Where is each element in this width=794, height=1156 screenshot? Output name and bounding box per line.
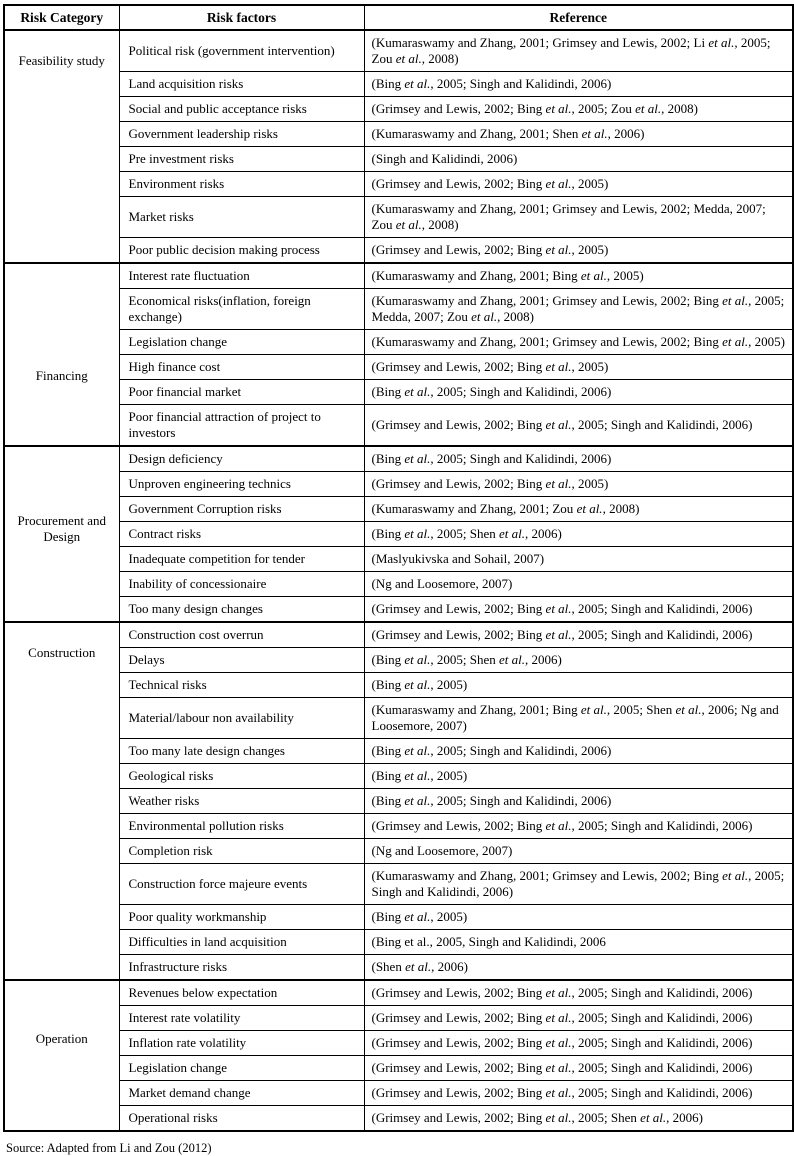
table-row [4,1106,793,1132]
table-row [4,622,793,648]
risk-factor-cell: Legislation change [119,330,364,355]
risk-factor-cell: Revenues below expectation [119,980,364,1006]
risk-category-cell: Financing [4,263,119,446]
table-row [4,147,793,172]
et-al-italic: et al. [675,702,702,717]
table-row [4,263,793,289]
et-al-italic: et al. [404,652,431,667]
et-al-italic: et al. [404,793,431,808]
reference-cell: (Bing et al., 2005) [364,905,793,930]
column-header-risk-factors: Risk factors [119,5,364,30]
risk-factor-cell: Land acquisition risks [119,72,364,97]
risk-factor-cell: Environment risks [119,172,364,197]
et-al-italic: et al. [404,743,431,758]
reference-cell: (Kumaraswamy and Zhang, 2001; Grimsey and Lewis, 2002; Medda, 2007; Zou et al., 2008) [364,197,793,238]
risk-factors-table [3,4,794,1132]
reference-cell: (Bing et al., 2005; Singh and Kalidindi, 2006) [364,72,793,97]
table-header [4,5,793,30]
table-row [4,764,793,789]
et-al-italic: et al. [545,1110,572,1125]
reference-cell: (Grimsey and Lewis, 2002; Bing et al., 2005; Singh and Kalidindi, 2006) [364,1031,793,1056]
risk-category-cell: Operation [4,980,119,1131]
et-al-italic: et al. [545,476,572,491]
et-al-italic: et al. [545,417,572,432]
reference-cell: (Bing et al., 2005; Singh and Kalidindi, 2006) [364,380,793,405]
reference-cell: (Bing et al., 2005; Singh and Kalidindi, 2006) [364,739,793,764]
risk-factor-cell: Too many design changes [119,597,364,623]
risk-factor-cell: Inflation rate volatility [119,1031,364,1056]
et-al-italic: et al. [545,101,572,116]
risk-factor-cell: Operational risks [119,1106,364,1132]
reference-cell: (Kumaraswamy and Zhang, 2001; Grimsey and Lewis, 2002; Bing et al., 2005) [364,330,793,355]
table-body [4,30,793,1131]
reference-cell: (Kumaraswamy and Zhang, 2001; Zou et al., 2008) [364,497,793,522]
et-al-italic: et al. [545,242,572,257]
table-row [4,472,793,497]
et-al-italic: et al. [404,451,431,466]
et-al-italic: et al. [580,268,607,283]
table-row [4,405,793,447]
risk-factor-cell: Weather risks [119,789,364,814]
reference-cell: (Kumaraswamy and Zhang, 2001; Bing et al., 2005) [364,263,793,289]
table-row [4,1031,793,1056]
table-row [4,330,793,355]
et-al-italic: et al. [545,1010,572,1025]
risk-factor-cell: Too many late design changes [119,739,364,764]
source-note: Source: Adapted from Li and Zou (2012) [6,1141,212,1155]
reference-cell: (Grimsey and Lewis, 2002; Bing et al., 2005; Singh and Kalidindi, 2006) [364,980,793,1006]
table-row [4,648,793,673]
risk-factor-cell: Construction force majeure events [119,864,364,905]
reference-cell: (Grimsey and Lewis, 2002; Bing et al., 2005) [364,172,793,197]
risk-factor-cell: Poor financial market [119,380,364,405]
et-al-italic: et al. [640,1110,667,1125]
reference-cell: (Bing et al., 2005; Singh and Kalidindi, 2006) [364,446,793,472]
table-row [4,1006,793,1031]
reference-cell: (Grimsey and Lewis, 2002; Bing et al., 2005; Shen et al., 2006) [364,1106,793,1132]
et-al-italic: et al. [581,126,608,141]
et-al-italic: et al. [404,909,431,924]
risk-factor-cell: Completion risk [119,839,364,864]
table-row [4,380,793,405]
et-al-italic: et al. [395,51,422,66]
reference-cell: (Grimsey and Lewis, 2002; Bing et al., 2005) [364,472,793,497]
risk-factor-cell: Interest rate fluctuation [119,263,364,289]
risk-factor-cell: Political risk (government intervention) [119,30,364,72]
reference-cell: (Kumaraswamy and Zhang, 2001; Bing et al., 2005; Shen et al., 2006; Ng and Loosemore, 2007) [364,698,793,739]
table-row [4,446,793,472]
table-row [4,1081,793,1106]
table-row [4,930,793,955]
table-row [4,1056,793,1081]
table-row [4,739,793,764]
table-row [4,980,793,1006]
table-row [4,97,793,122]
risk-factor-cell: Unproven engineering technics [119,472,364,497]
table-row [4,497,793,522]
reference-cell: (Grimsey and Lewis, 2002; Bing et al., 2005; Singh and Kalidindi, 2006) [364,1081,793,1106]
column-header-risk-category: Risk Category [4,5,119,30]
risk-factor-cell: Government leadership risks [119,122,364,147]
risk-factor-cell: Technical risks [119,673,364,698]
risk-factor-cell: Legislation change [119,1056,364,1081]
risk-factor-cell: Design deficiency [119,446,364,472]
risk-factor-cell: Material/labour non availability [119,698,364,739]
et-al-italic: et al. [499,526,525,541]
reference-cell: (Grimsey and Lewis, 2002; Bing et al., 2005; Singh and Kalidindi, 2006) [364,1006,793,1031]
table-row [4,864,793,905]
reference-cell: (Shen et al., 2006) [364,955,793,981]
risk-factor-cell: Inability of concessionaire [119,572,364,597]
et-al-italic: et al. [545,1085,572,1100]
et-al-italic: et al. [395,217,422,232]
et-al-italic: et al. [545,1060,572,1075]
table-row [4,122,793,147]
risk-factor-cell: Infrastructure risks [119,955,364,981]
table-row [4,905,793,930]
table-row [4,839,793,864]
et-al-italic: et al. [404,768,431,783]
et-al-italic: et al. [545,176,572,191]
table-row [4,522,793,547]
et-al-italic: et al. [471,309,498,324]
table-row [4,197,793,238]
reference-cell: (Singh and Kalidindi, 2006) [364,147,793,172]
reference-cell: (Bing et al., 2005; Singh and Kalidindi, 2006) [364,789,793,814]
risk-factor-cell: Construction cost overrun [119,622,364,648]
et-al-italic: et al. [722,334,749,349]
et-al-italic: et al. [708,35,735,50]
risk-factor-cell: Market demand change [119,1081,364,1106]
table-row [4,814,793,839]
risk-factor-cell: Economical risks(inflation, foreign exchange) [119,289,364,330]
risk-factor-cell: Difficulties in land acquisition [119,930,364,955]
risk-factor-cell: Interest rate volatility [119,1006,364,1031]
et-al-italic: et al. [545,818,572,833]
table-row [4,30,793,72]
reference-cell: (Grimsey and Lewis, 2002; Bing et al., 2005; Singh and Kalidindi, 2006) [364,814,793,839]
reference-cell: (Ng and Loosemore, 2007) [364,839,793,864]
risk-factor-cell: High finance cost [119,355,364,380]
et-al-italic: et al. [635,101,662,116]
et-al-italic: et al. [404,384,431,399]
reference-cell: (Ng and Loosemore, 2007) [364,572,793,597]
reference-cell: (Bing et al., 2005) [364,764,793,789]
table-row [4,547,793,572]
header-row [4,5,793,30]
reference-cell: (Kumaraswamy and Zhang, 2001; Shen et al., 2006) [364,122,793,147]
reference-cell: (Kumaraswamy and Zhang, 2001; Grimsey and Lewis, 2002; Li et al., 2005; Zou et al., 2008) [364,30,793,72]
table-row [4,572,793,597]
table-row [4,597,793,623]
table-row [4,72,793,97]
reference-cell: (Grimsey and Lewis, 2002; Bing et al., 2005) [364,355,793,380]
risk-factor-cell: Market risks [119,197,364,238]
reference-cell: (Bing et al., 2005; Shen et al., 2006) [364,648,793,673]
risk-factor-cell: Pre investment risks [119,147,364,172]
reference-cell: (Maslyukivska and Sohail, 2007) [364,547,793,572]
reference-cell: (Grimsey and Lewis, 2002; Bing et al., 2005; Singh and Kalidindi, 2006) [364,597,793,623]
et-al-italic: et al. [545,359,572,374]
table-row [4,698,793,739]
risk-factor-cell: Environmental pollution risks [119,814,364,839]
risk-factor-cell: Government Corruption risks [119,497,364,522]
et-al-italic: et al. [499,652,525,667]
reference-cell: (Kumaraswamy and Zhang, 2001; Grimsey and Lewis, 2002; Bing et al., 2005; Medda, 2007; Zou et al., 2008) [364,289,793,330]
table-row [4,955,793,981]
column-header-reference: Reference [364,5,793,30]
reference-cell: (Bing et al., 2005, Singh and Kalidindi, 2006 [364,930,793,955]
risk-factor-cell: Inadequate competition for tender [119,547,364,572]
reference-cell: (Grimsey and Lewis, 2002; Bing et al., 2005; Singh and Kalidindi, 2006) [364,405,793,447]
et-al-italic: et al. [545,601,572,616]
et-al-italic: et al. [405,959,432,974]
risk-category-cell: Construction [4,622,119,980]
reference-cell: (Grimsey and Lewis, 2002; Bing et al., 2005; Singh and Kalidindi, 2006) [364,1056,793,1081]
risk-factor-cell: Contract risks [119,522,364,547]
risk-category-cell: Procurement and Design [4,446,119,622]
et-al-italic: et al. [404,677,431,692]
et-al-italic: et al. [545,985,572,1000]
risk-factor-cell: Poor public decision making process [119,238,364,264]
et-al-italic: et al. [404,526,431,541]
et-al-italic: et al. [404,76,431,91]
et-al-italic: et al. [580,702,607,717]
risk-factor-cell: Poor financial attraction of project to investors [119,405,364,447]
reference-cell: (Bing et al., 2005) [364,673,793,698]
et-al-italic: et al. [576,501,603,516]
reference-cell: (Grimsey and Lewis, 2002; Bing et al., 2005; Singh and Kalidindi, 2006) [364,622,793,648]
reference-cell: (Grimsey and Lewis, 2002; Bing et al., 2005) [364,238,793,264]
risk-factor-cell: Poor quality workmanship [119,905,364,930]
risk-factor-cell: Social and public acceptance risks [119,97,364,122]
table-row [4,789,793,814]
risk-factor-cell: Geological risks [119,764,364,789]
risk-category-cell: Feasibility study [4,30,119,263]
et-al-italic: et al. [722,868,749,883]
table-row [4,673,793,698]
et-al-italic: et al. [722,293,749,308]
table-row [4,355,793,380]
table-row [4,172,793,197]
reference-cell: (Kumaraswamy and Zhang, 2001; Grimsey and Lewis, 2002; Bing et al., 2005; Singh and Kalidindi, 2006) [364,864,793,905]
reference-cell: (Bing et al., 2005; Shen et al., 2006) [364,522,793,547]
reference-cell: (Grimsey and Lewis, 2002; Bing et al., 2005; Zou et al., 2008) [364,97,793,122]
table-row [4,238,793,264]
et-al-italic: et al. [545,1035,572,1050]
risk-factor-cell: Delays [119,648,364,673]
et-al-italic: et al. [545,627,572,642]
table-row [4,289,793,330]
